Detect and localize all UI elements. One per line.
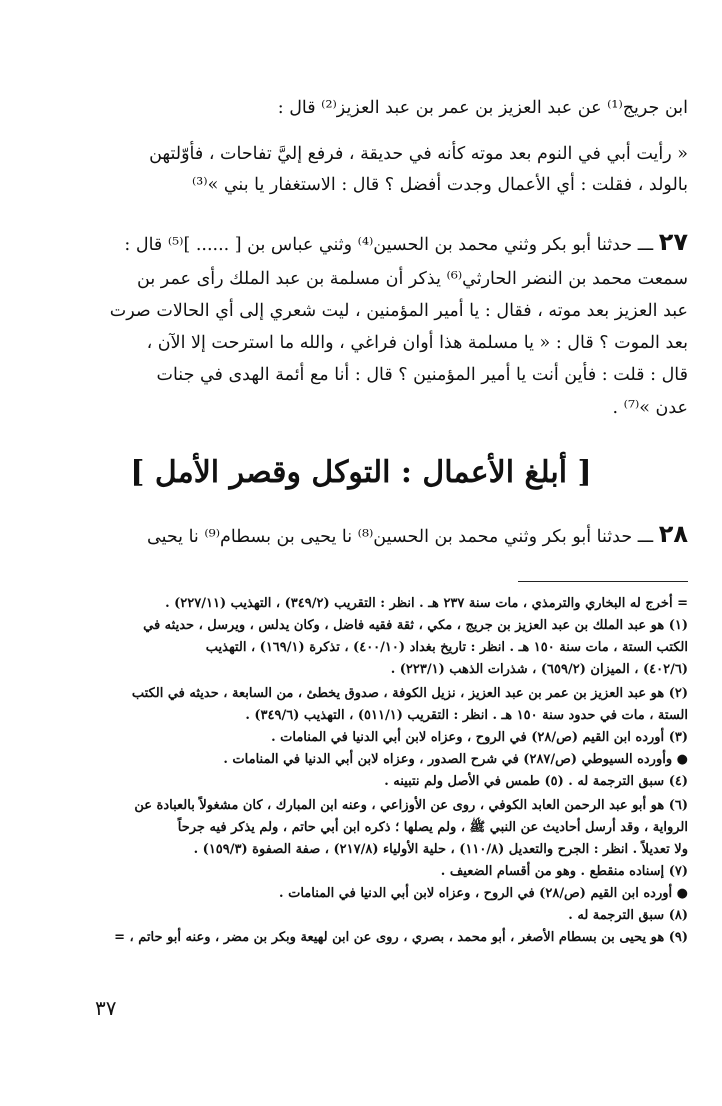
footnote-line: (٣) أورده ابن القيم (ص/٢٨) في الروح ، وعزاه لابن أبي الدنيا في المنامات .: [271, 730, 688, 745]
footnote-line: (٦) هو أبو عبد الرحمن العابد الكوفي ، روى عن الأوزاعي ، وعنه ابن المبارك ، كان مشغولاً بالعبادة عن: [134, 798, 688, 813]
para-27-text-1: ـــ حدثنا أبو بكر وثني محمد بن الحسين⁽⁴⁾ وثني عباس بن [ ...... ]⁽⁵⁾ قال :: [124, 235, 654, 255]
footnote-line: (٧) إسناده منقطع . وهو من أقسام الضعيف .: [440, 864, 688, 879]
para-28-number: ٢٨: [658, 520, 688, 548]
para-27-line-6: عدن »⁽⁷⁾ .: [612, 398, 688, 418]
section-heading: [ أبلغ الأعمال : التوكل وقصر الأمل ]: [130, 455, 592, 490]
footnote-line: الرواية ، وقد أرسل أحاديث عن النبي ﷺ ، ولم يصلها ؛ ذكره ابن أبي حاتم ، ولم يذكر فيه جرحاً: [177, 820, 688, 835]
para-27-line-5: قال : قلت : فأين أنت يا أمير المؤمنين ؟ قال : أنا مع أئمة الهدى في جنات: [156, 365, 688, 385]
footnote-line: ● وأورده السيوطي (ص/٢٨٧) في شرح الصدور ، وعزاه لابن أبي الدنيا في المنامات .: [223, 752, 688, 767]
text-line-1: ابن جريج⁽¹⁾ عن عبد العزيز بن عمر بن عبد العزيز⁽²⁾ قال :: [277, 98, 688, 118]
para-27-line-4: بعد الموت ؟ قال : « يا مسلمة هذا أوان فراغي ، والله ما استرحت إلا الآن ،: [146, 333, 688, 353]
text-line-3: بالولد ، فقلت : أي الأعمال وجدت أفضل ؟ قال : الاستغفار يا بني »⁽³⁾: [191, 175, 688, 195]
para-27-line-1: [38, 228, 688, 259]
para-27-line-2: سمعت محمد بن النضر الحارثي⁽⁶⁾ يذكر أن مسلمة بن عبد الملك رأى عمر بن: [137, 269, 688, 289]
footnote-separator: [518, 581, 688, 582]
footnote-line: (٢) هو عبد العزيز بن عمر بن عبد العزيز ، نزيل الكوفة ، صدوق يخطئ ، من السابعة ، حديثه في الكتب: [131, 686, 688, 701]
footnote-line: الستة ، مات في حدود سنة ١٥٠ هـ . انظر : التقريب (٥١١/١) ، التهذيب (٣٤٩/٦) .: [245, 708, 688, 723]
page-number: ٣٧: [95, 996, 117, 1020]
para-28-text-1: ـــ حدثنا أبو بكر وثني محمد بن الحسين⁽⁸⁾ نا يحيى بن بسطام⁽⁹⁾ نا يحيى: [147, 527, 654, 547]
para-28-line-1: [38, 520, 688, 551]
footnote-line: (٨) سبق الترجمة له .: [568, 908, 688, 923]
footnote-line: ● أورده ابن القيم (ص/٢٨) في الروح ، وعزاه لابن أبي الدنيا في المنامات .: [279, 886, 688, 901]
footnote-line: (٩) هو يحيى بن بسطام الأصغر ، أبو محمد ، بصري ، روى عن ابن لهيعة وبكر بن مضر ، وعنه أبو حاتم ، =: [114, 930, 688, 945]
para-27-number: ٢٧: [658, 228, 688, 256]
footnote-line: (١) هو عبد الملك بن عبد العزيز بن جريج ، مكي ، ثقة فقيه فاضل ، وكان يدلس ، ويرسل ، حديثه في: [143, 618, 688, 633]
footnote-line: ولا تعديلاً . انظر : الجرح والتعديل (١١٠/٨) ، حلية الأولياء (٢١٧/٨) ، صفة الصفوة (١٥٩/٣) .: [193, 842, 688, 857]
text-line-2: « رأيت أبي في النوم بعد موته كأنه في حديقة ، فرفع إليَّ تفاحات ، فأوّلتهن: [149, 144, 688, 164]
footnote-line: (٤) سبق الترجمة له . (٥) طمس في الأصل ولم نتبينه .: [384, 774, 688, 789]
footnote-line: الكتب الستة ، مات سنة ١٥٠ هـ . انظر : تاريخ بغداد (٤٠٠/١٠) ، تذكرة (١٦٩/١) ، التهذيب: [205, 640, 688, 655]
footnote-line: (٤٠٢/٦) ، الميزان (٦٥٩/٢) ، شذرات الذهب (٢٢٣/١) .: [390, 662, 688, 677]
para-27-line-3: عبد العزيز بعد موته ، فقال : يا أمير المؤمنين ، ليت شعري إلى أي الحالات صرت: [109, 301, 688, 321]
footnote-line: = أخرج له البخاري والترمذي ، مات سنة ٢٣٧ هـ . انظر : التقريب (٣٤٩/٢) ، التهذيب (٢٢٧/١١) .: [165, 596, 688, 611]
